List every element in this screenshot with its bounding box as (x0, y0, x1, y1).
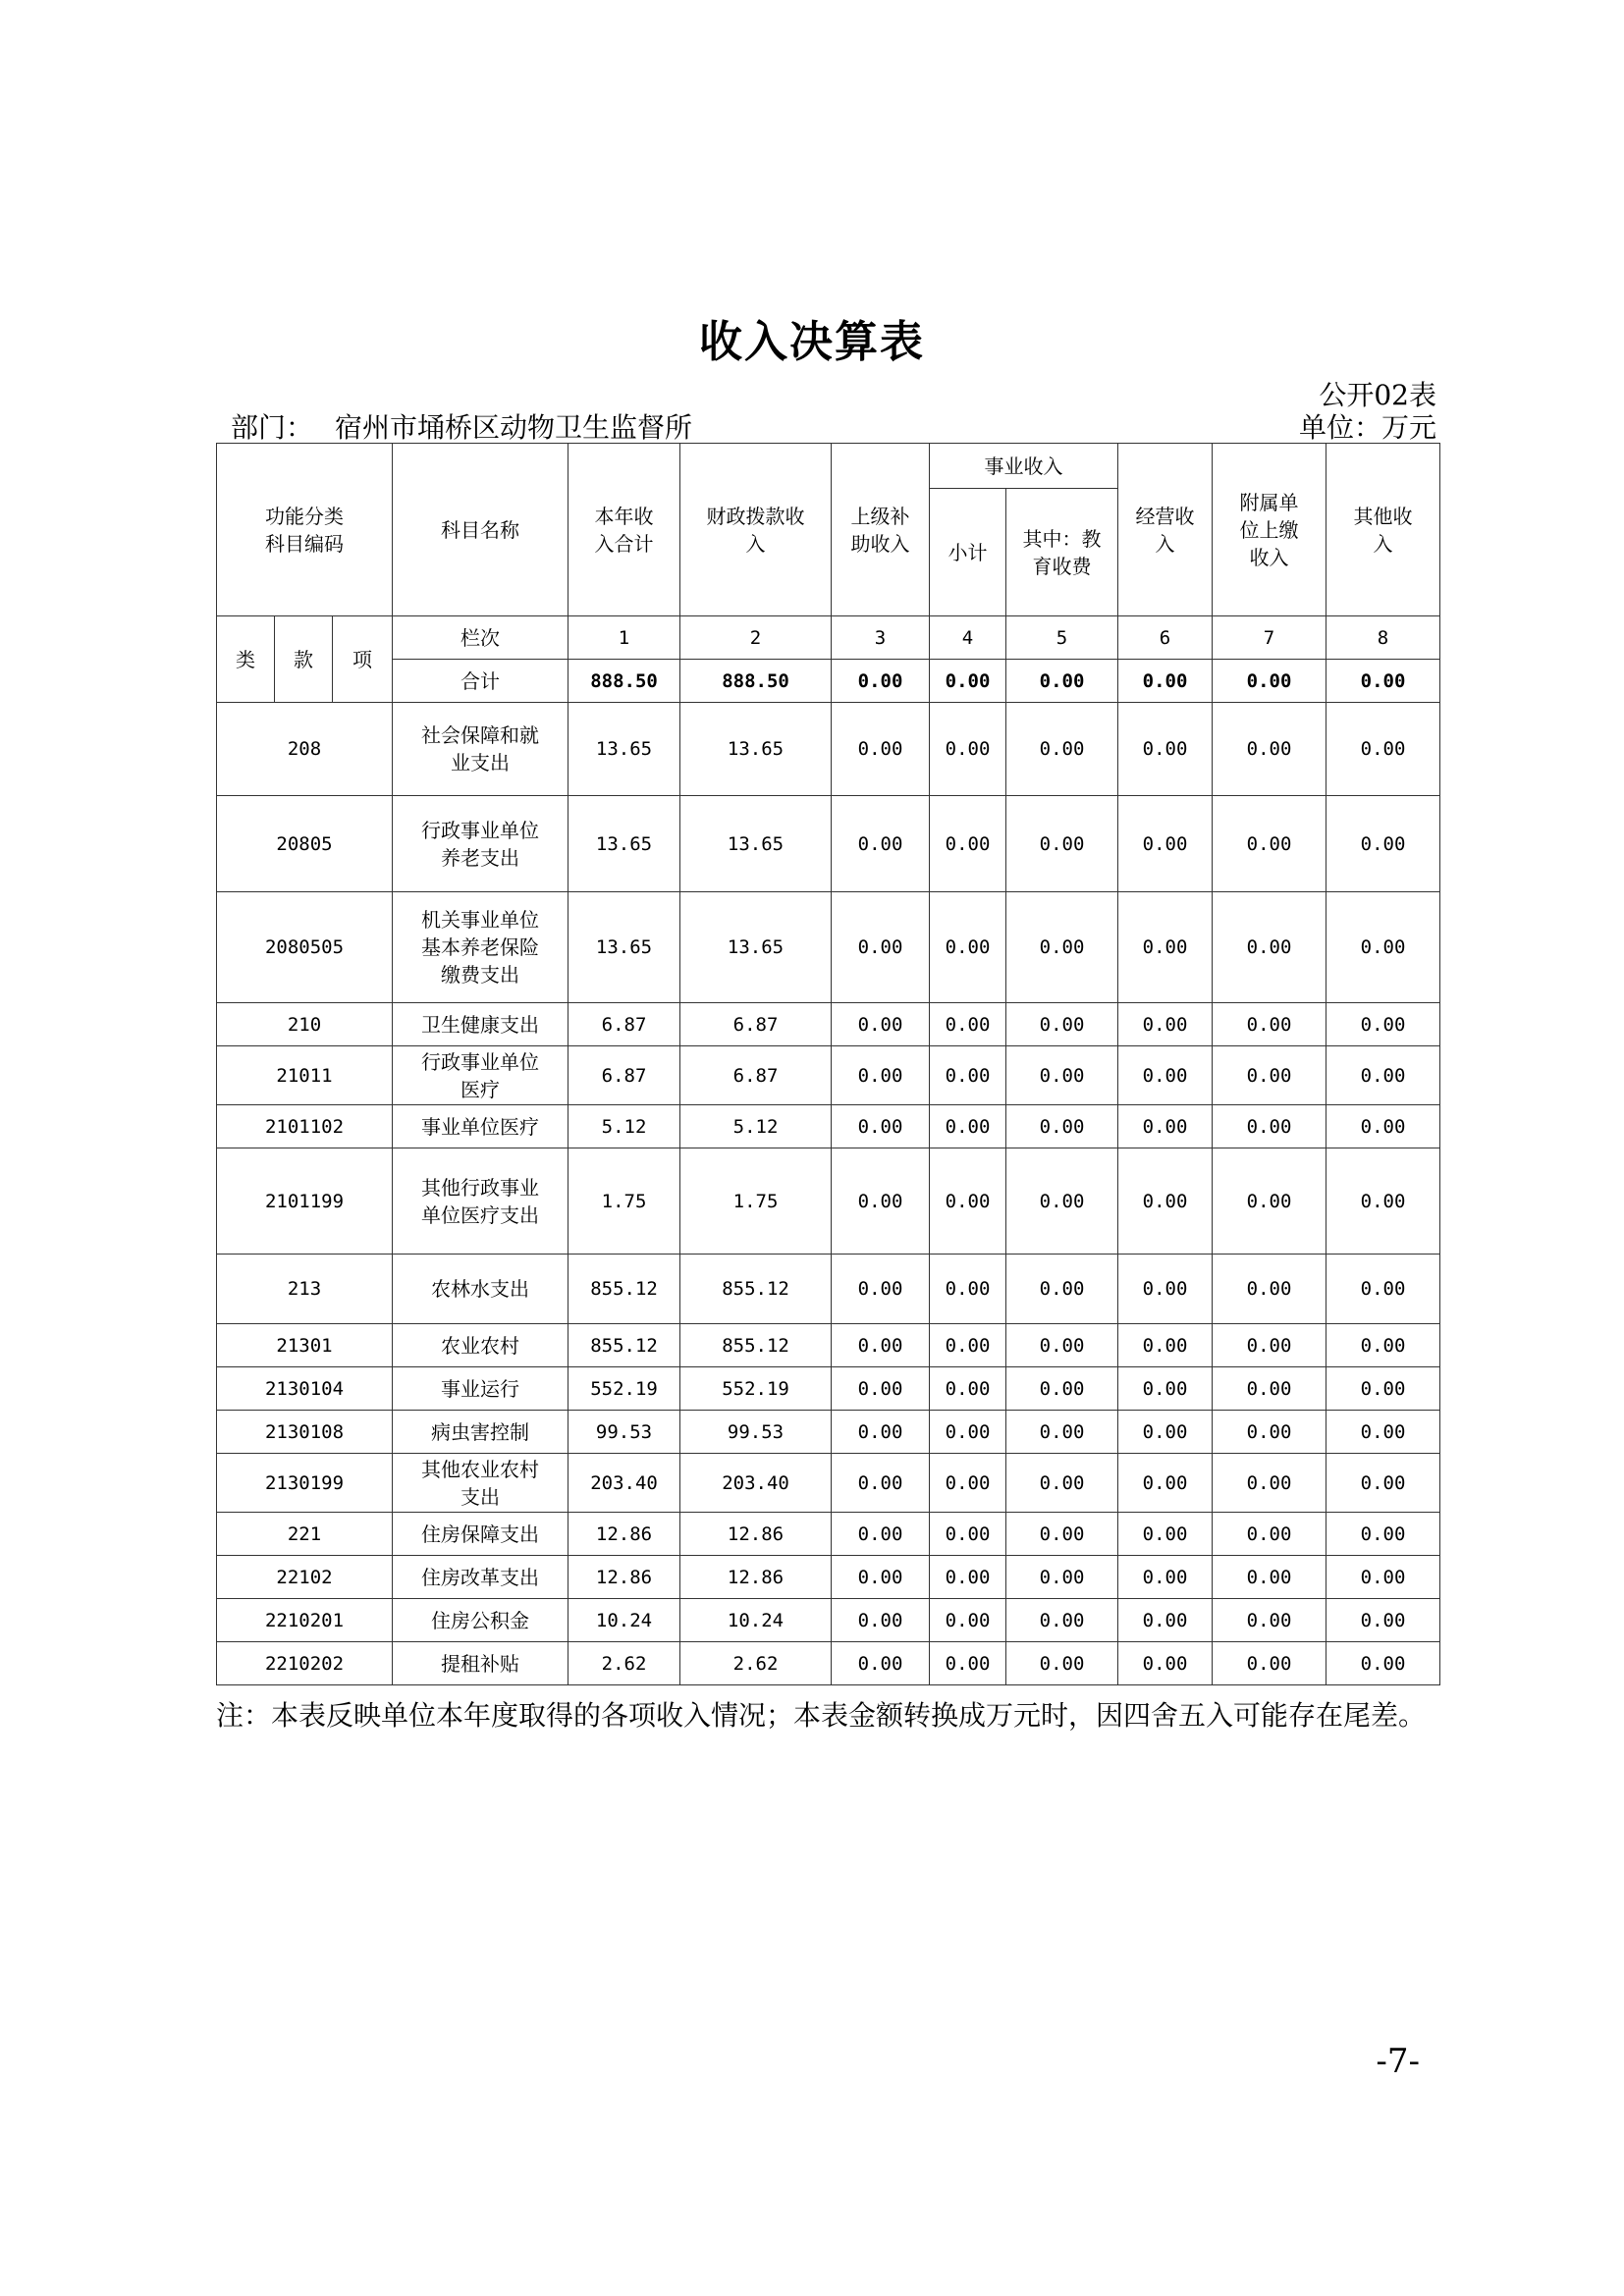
row-code: 213 (217, 1255, 393, 1324)
row-value: 0.00 (832, 1046, 930, 1105)
row-value: 0.00 (832, 892, 930, 1003)
header-lei: 类 (217, 616, 275, 703)
row-code: 21011 (217, 1046, 393, 1105)
total-value: 888.50 (568, 660, 680, 703)
header-c6: 经营收入 (1118, 444, 1213, 616)
row-value: 10.24 (680, 1599, 832, 1642)
header-c7: 附属单位上缴收入 (1213, 444, 1326, 616)
table-row (217, 892, 1440, 1003)
row-value: 0.00 (1006, 1556, 1118, 1599)
row-value: 0.00 (1118, 1454, 1213, 1513)
row-value: 12.86 (568, 1513, 680, 1556)
row-name: 机关事业单位基本养老保险缴费支出 (393, 892, 568, 1003)
row-value: 0.00 (1213, 703, 1326, 796)
row-code: 208 (217, 703, 393, 796)
row-value: 12.86 (680, 1556, 832, 1599)
row-name: 行政事业单位医疗 (393, 1046, 568, 1105)
row-value: 552.19 (568, 1367, 680, 1411)
row-value: 0.00 (1118, 1513, 1213, 1556)
col-number: 2 (680, 616, 832, 660)
table-note: 注：本表反映单位本年度取得的各项收入情况；本表金额转换成万元时，因四舍五入可能存在尾差。 (216, 1699, 1427, 1732)
row-value: 0.00 (930, 1324, 1006, 1367)
row-value: 13.65 (680, 703, 832, 796)
row-value: 0.00 (832, 1454, 930, 1513)
row-value: 0.00 (1118, 1003, 1213, 1046)
page-title: 收入决算表 (699, 317, 925, 367)
table-row (217, 1454, 1440, 1513)
row-value: 1.75 (568, 1148, 680, 1255)
row-value: 0.00 (832, 1003, 930, 1046)
row-value: 2.62 (568, 1642, 680, 1685)
row-name: 住房改革支出 (393, 1556, 568, 1599)
row-value: 0.00 (1213, 1367, 1326, 1411)
header-c2: 财政拨款收入 (680, 444, 832, 616)
row-value: 0.00 (1006, 1046, 1118, 1105)
row-name: 事业运行 (393, 1367, 568, 1411)
row-value: 13.65 (680, 892, 832, 1003)
table-row (217, 1003, 1440, 1046)
row-value: 0.00 (832, 1642, 930, 1685)
col-number: 5 (1006, 616, 1118, 660)
row-code: 221 (217, 1513, 393, 1556)
row-value: 13.65 (680, 796, 832, 892)
row-code: 2130199 (217, 1454, 393, 1513)
row-value: 0.00 (1213, 1148, 1326, 1255)
row-value: 0.00 (1006, 1411, 1118, 1454)
row-value: 0.00 (1213, 1642, 1326, 1685)
header-lanci: 栏次 (393, 616, 568, 660)
row-value: 203.40 (680, 1454, 832, 1513)
row-value: 0.00 (1006, 1255, 1118, 1324)
total-value: 0.00 (832, 660, 930, 703)
table-row (217, 796, 1440, 892)
row-code: 22102 (217, 1556, 393, 1599)
row-value: 0.00 (1213, 1411, 1326, 1454)
row-value: 0.00 (1118, 1556, 1213, 1599)
row-value: 0.00 (930, 1367, 1006, 1411)
row-value: 0.00 (1118, 1255, 1213, 1324)
row-value: 0.00 (1213, 1454, 1326, 1513)
row-value: 5.12 (680, 1105, 832, 1148)
row-value: 0.00 (1118, 796, 1213, 892)
row-value: 13.65 (568, 796, 680, 892)
row-name: 卫生健康支出 (393, 1003, 568, 1046)
row-value: 0.00 (930, 1642, 1006, 1685)
header-c5: 其中：教育收费 (1006, 489, 1118, 616)
row-value: 855.12 (568, 1255, 680, 1324)
table-row (217, 1046, 1440, 1105)
total-value: 0.00 (1326, 660, 1440, 703)
col-number: 8 (1326, 616, 1440, 660)
total-value: 0.00 (1213, 660, 1326, 703)
header-c4: 小计 (930, 489, 1006, 616)
row-value: 0.00 (832, 1324, 930, 1367)
row-value: 0.00 (832, 1556, 930, 1599)
table-row (217, 1599, 1440, 1642)
table-row (217, 1105, 1440, 1148)
row-value: 203.40 (568, 1454, 680, 1513)
row-value: 0.00 (832, 1105, 930, 1148)
row-value: 0.00 (1213, 1003, 1326, 1046)
row-value: 6.87 (568, 1046, 680, 1105)
row-code: 2210202 (217, 1642, 393, 1685)
row-value: 552.19 (680, 1367, 832, 1411)
table-row (217, 1324, 1440, 1367)
row-code: 20805 (217, 796, 393, 892)
row-value: 13.65 (568, 892, 680, 1003)
row-value: 0.00 (930, 796, 1006, 892)
row-value: 0.00 (930, 1556, 1006, 1599)
row-code: 2210201 (217, 1599, 393, 1642)
row-code: 2130104 (217, 1367, 393, 1411)
row-value: 0.00 (1006, 796, 1118, 892)
row-value: 0.00 (930, 1046, 1006, 1105)
row-name: 其他行政事业单位医疗支出 (393, 1148, 568, 1255)
header-name: 科目名称 (393, 444, 568, 616)
row-value: 0.00 (832, 1148, 930, 1255)
unit-label: 单位：万元 (1298, 411, 1436, 444)
row-name: 其他农业农村支出 (393, 1454, 568, 1513)
row-value: 0.00 (1213, 892, 1326, 1003)
table-row (217, 1642, 1440, 1685)
row-value: 0.00 (1213, 796, 1326, 892)
row-value: 0.00 (1118, 1046, 1213, 1105)
row-value: 0.00 (1326, 1513, 1440, 1556)
row-name: 行政事业单位养老支出 (393, 796, 568, 892)
row-value: 0.00 (1006, 1105, 1118, 1148)
row-code: 2080505 (217, 892, 393, 1003)
row-value: 0.00 (1213, 1324, 1326, 1367)
department-line (231, 406, 692, 446)
row-value: 0.00 (930, 1454, 1006, 1513)
row-value: 0.00 (832, 1599, 930, 1642)
row-code: 2130108 (217, 1411, 393, 1454)
row-value: 0.00 (1213, 1556, 1326, 1599)
row-value: 0.00 (1326, 1599, 1440, 1642)
row-value: 0.00 (832, 1255, 930, 1324)
table-row (217, 1411, 1440, 1454)
row-code: 2101199 (217, 1148, 393, 1255)
row-value: 0.00 (1326, 1454, 1440, 1513)
row-value: 0.00 (1006, 1454, 1118, 1513)
page-number: -7- (1376, 2042, 1420, 2081)
table-row (217, 1556, 1440, 1599)
row-value: 0.00 (1213, 1255, 1326, 1324)
row-code: 210 (217, 1003, 393, 1046)
row-value: 12.86 (568, 1556, 680, 1599)
row-value: 6.87 (568, 1003, 680, 1046)
col-number: 7 (1213, 616, 1326, 660)
row-value: 0.00 (1213, 1046, 1326, 1105)
table-row (217, 703, 1440, 796)
row-value: 0.00 (930, 1411, 1006, 1454)
row-value: 6.87 (680, 1003, 832, 1046)
form-number: 公开02表 (1319, 379, 1436, 411)
row-value: 5.12 (568, 1105, 680, 1148)
row-value: 0.00 (1118, 1367, 1213, 1411)
row-value: 1.75 (680, 1148, 832, 1255)
row-name: 病虫害控制 (393, 1411, 568, 1454)
row-value: 0.00 (1213, 1599, 1326, 1642)
row-value: 0.00 (832, 796, 930, 892)
table-row (217, 1513, 1440, 1556)
table-row (217, 1255, 1440, 1324)
row-value: 0.00 (930, 1105, 1006, 1148)
row-value: 855.12 (680, 1324, 832, 1367)
row-value: 0.00 (1118, 1324, 1213, 1367)
row-value: 0.00 (930, 703, 1006, 796)
row-value: 0.00 (1326, 703, 1440, 796)
total-value: 0.00 (1118, 660, 1213, 703)
row-value: 99.53 (568, 1411, 680, 1454)
row-value: 0.00 (1006, 1367, 1118, 1411)
row-value: 0.00 (832, 1367, 930, 1411)
col-number: 4 (930, 616, 1006, 660)
row-value: 99.53 (680, 1411, 832, 1454)
row-code: 21301 (217, 1324, 393, 1367)
row-value: 0.00 (1006, 703, 1118, 796)
total-value: 0.00 (1006, 660, 1118, 703)
row-value: 10.24 (568, 1599, 680, 1642)
row-value: 0.00 (1326, 1324, 1440, 1367)
row-value: 0.00 (930, 1148, 1006, 1255)
row-name: 农业农村 (393, 1324, 568, 1367)
row-value: 0.00 (1326, 1411, 1440, 1454)
row-value: 0.00 (1118, 892, 1213, 1003)
row-value: 0.00 (930, 1255, 1006, 1324)
row-value: 0.00 (1006, 1003, 1118, 1046)
row-value: 855.12 (680, 1255, 832, 1324)
header-c3: 上级补助收入 (832, 444, 930, 616)
row-value: 0.00 (1326, 1367, 1440, 1411)
header-xiang: 项 (333, 616, 393, 703)
row-value: 13.65 (568, 703, 680, 796)
header-code: 功能分类科目编码 (217, 444, 393, 616)
row-value: 0.00 (1118, 1599, 1213, 1642)
header-kuan: 款 (275, 616, 333, 703)
header-shiye: 事业收入 (930, 444, 1118, 489)
table-row (217, 1148, 1440, 1255)
total-value: 888.50 (680, 660, 832, 703)
row-code: 2101102 (217, 1105, 393, 1148)
row-name: 住房公积金 (393, 1599, 568, 1642)
row-value: 0.00 (1213, 1513, 1326, 1556)
row-value: 0.00 (1006, 1513, 1118, 1556)
row-value: 0.00 (1118, 1105, 1213, 1148)
total-label: 合计 (393, 660, 568, 703)
row-name: 住房保障支出 (393, 1513, 568, 1556)
total-row (217, 660, 1440, 703)
row-name: 提租补贴 (393, 1642, 568, 1685)
header-c1: 本年收入合计 (568, 444, 680, 616)
row-value: 0.00 (1006, 1148, 1118, 1255)
row-value: 0.00 (1326, 892, 1440, 1003)
row-value: 12.86 (680, 1513, 832, 1556)
table-row (217, 1367, 1440, 1411)
row-value: 0.00 (1006, 892, 1118, 1003)
row-value: 0.00 (1326, 1642, 1440, 1685)
row-value: 0.00 (1326, 1046, 1440, 1105)
row-value: 0.00 (1006, 1642, 1118, 1685)
col-number: 6 (1118, 616, 1213, 660)
row-value: 0.00 (1326, 1003, 1440, 1046)
row-value: 0.00 (1326, 1105, 1440, 1148)
row-value: 0.00 (930, 892, 1006, 1003)
row-value: 0.00 (832, 1513, 930, 1556)
row-value: 6.87 (680, 1046, 832, 1105)
header-c8: 其他收入 (1326, 444, 1440, 616)
row-value: 0.00 (1213, 1105, 1326, 1148)
total-value: 0.00 (930, 660, 1006, 703)
row-value: 0.00 (1326, 796, 1440, 892)
department-label: 部门： (231, 411, 314, 444)
col-number: 3 (832, 616, 930, 660)
row-value: 2.62 (680, 1642, 832, 1685)
row-value: 0.00 (1118, 1642, 1213, 1685)
row-value: 855.12 (568, 1324, 680, 1367)
row-value: 0.00 (930, 1599, 1006, 1642)
row-value: 0.00 (1326, 1255, 1440, 1324)
row-value: 0.00 (1326, 1148, 1440, 1255)
department-name: 宿州市埇桥区动物卫生监督所 (335, 411, 693, 444)
row-value: 0.00 (832, 1411, 930, 1454)
row-name: 农林水支出 (393, 1255, 568, 1324)
row-value: 0.00 (1118, 1411, 1213, 1454)
col-number: 1 (568, 616, 680, 660)
row-value: 0.00 (1326, 1556, 1440, 1599)
row-value: 0.00 (930, 1513, 1006, 1556)
row-value: 0.00 (1006, 1599, 1118, 1642)
row-name: 事业单位医疗 (393, 1105, 568, 1148)
row-value: 0.00 (1118, 703, 1213, 796)
row-name: 社会保障和就业支出 (393, 703, 568, 796)
income-table (216, 443, 1440, 1685)
row-value: 0.00 (1006, 1324, 1118, 1367)
row-value: 0.00 (1118, 1148, 1213, 1255)
row-value: 0.00 (930, 1003, 1006, 1046)
row-value: 0.00 (832, 703, 930, 796)
